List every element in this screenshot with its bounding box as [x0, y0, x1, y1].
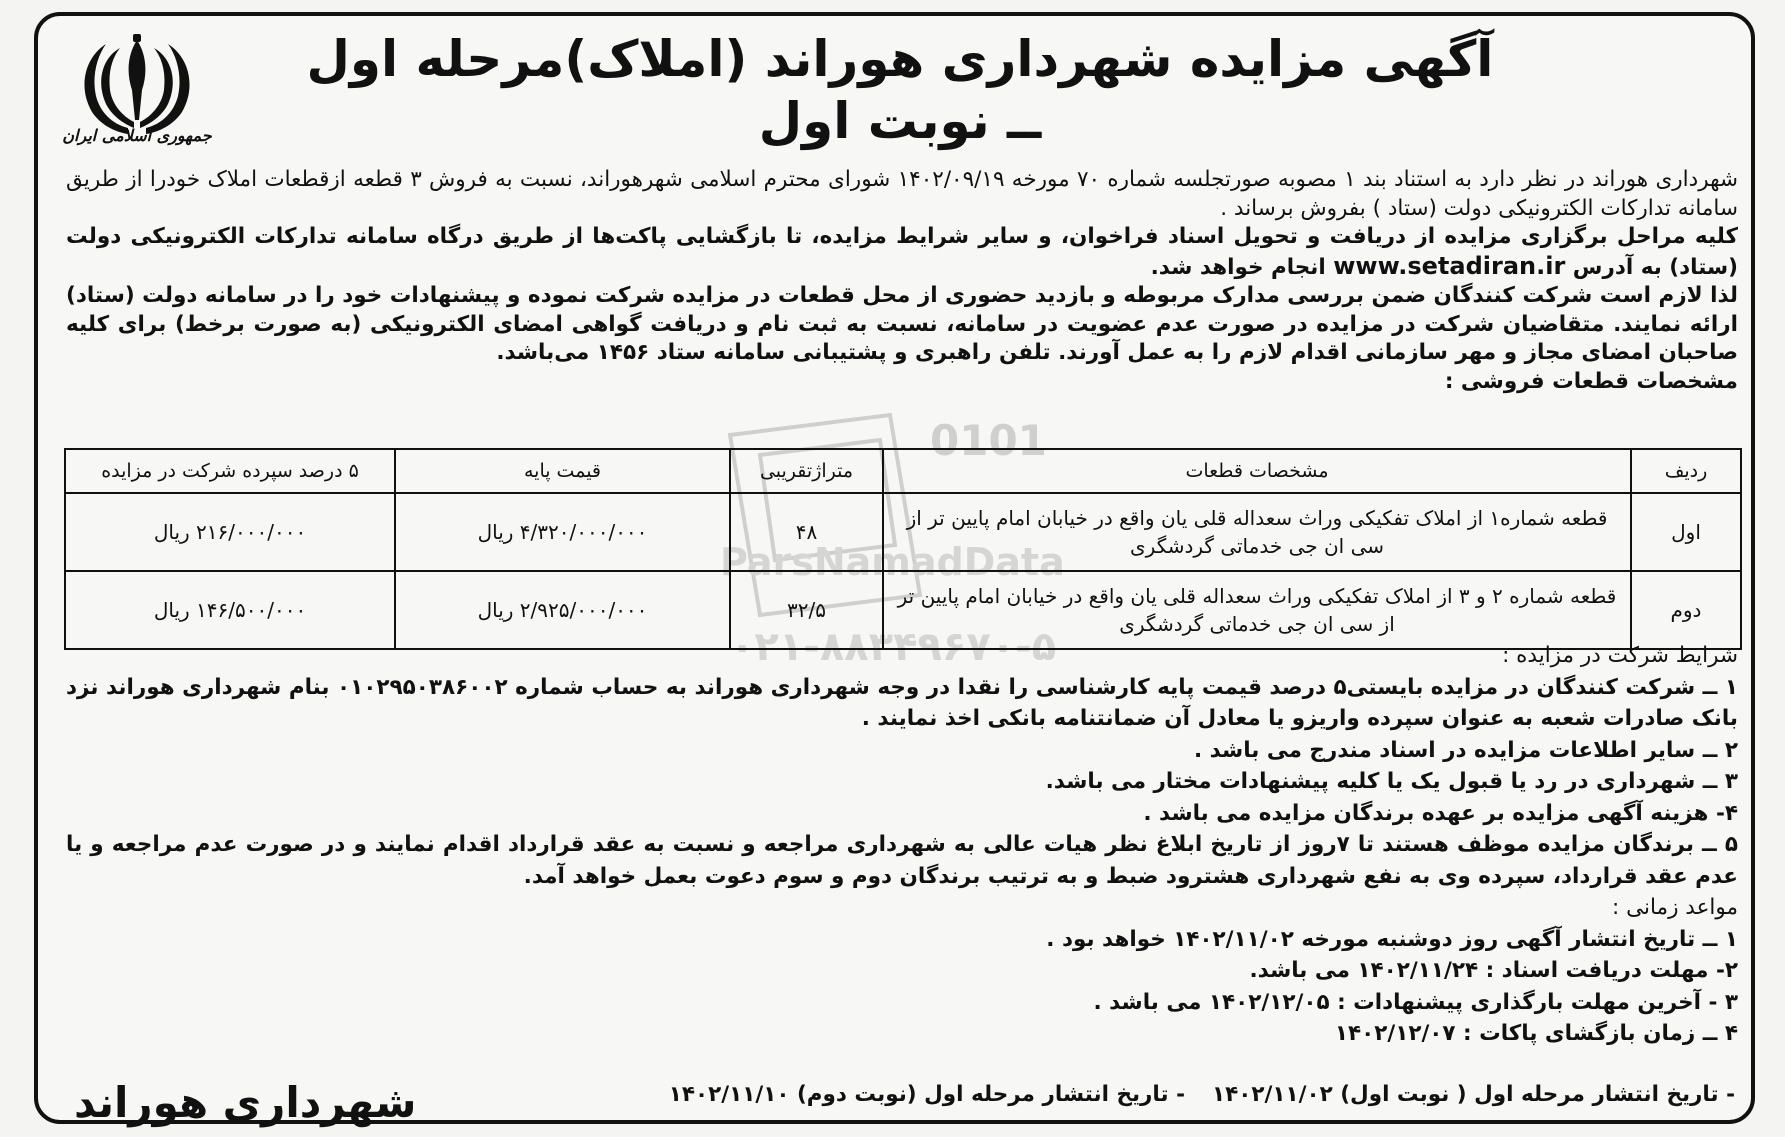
table-row [65, 571, 1741, 649]
municipality-signature: شهرداری هوراند [74, 1078, 417, 1127]
conditions-heading: شرایط شرکت در مزایده : [1502, 643, 1738, 668]
header-description: مشخصات قطعات [883, 449, 1631, 493]
header-base-price: قیمت پایه [395, 449, 730, 493]
schedule-item: ۳ - آخرین مهلت بارگذاری پیشنهادات : ۱۴۰۲/۱۲/۰۵ می باشد . [1093, 989, 1738, 1015]
watermark-code: 0101 [930, 416, 1047, 465]
condition-item: ۱ ــ شرکت کنندگان در مزایده بایستی۵ درصد قیمت پایه کارشناسی را نقدا در وجه شهرداری هوراند به حساب شماره ۰۱۰۲۹۵۰۳۸۶۰۰۲ بنام شهرداری هوراند نزد بانک صادرات شعبه به عنوان سپرده واریزو یا معادل آن ضمانتنامه بانکی اخذ نمایند . [66, 674, 1738, 731]
lot-deposit: ۲۱۶/۰۰۰/۰۰۰ ریال [65, 493, 395, 571]
header-row-number: ردیف [1631, 449, 1741, 493]
setad-url-link[interactable]: www.setadiran.ir [1333, 251, 1566, 280]
schedule-item: ۲- مهلت دریافت اسناد : ۱۴۰۲/۱۱/۲۴ می باشد. [1249, 958, 1738, 983]
intro-paragraph-2-text: کلیه مراحل برگزاری مزایده از دریافت و تحویل اسناد فراخوان، و سایر شرایط مزایده، تا بازگشایی پاکت‌ها از طریق درگاه سامانه تدارکات الکترونیکی دولت (ستاد) به آدرس [66, 224, 1738, 280]
lot-base-price: ۲/۹۲۵/۰۰۰/۰۰۰ ریال [395, 571, 730, 649]
intro-paragraph-1: شهرداری هوراند در نظر دارد به استناد بند ۱ مصوبه صورتجلسه شماره ۷۰ مورخه ۱۴۰۲/۰۹/۱۹ شورای محترم اسلامی شهرهوراند، نسبت به فروش ۳ قطعه ازقطعات املاک خودرا از طریق سامانه تدارکات الکترونیکی دولت (ستاد ) بفروش برساند . [66, 167, 1738, 221]
lot-area: ۴۸ [730, 493, 883, 571]
row-number: دوم [1631, 571, 1741, 649]
publication-second-date: - تاریخ انتشار مرحله اول (نوبت دوم) ۱۴۰۲/۱۱/۱۰ [668, 1082, 1185, 1107]
lots-heading: مشخصات قطعات فروشی : [1444, 368, 1738, 394]
condition-item: ۵ ــ برندگان مزایده موظف هستند تا ۷روز از تاریخ ابلاغ نظر هیات عالی به شهرداری مراجعه و نسبت به عقد قرارداد اقدام نمایند و در صورت عدم مراجعه و یا عدم عقد قرارداد، سپرده وی به نفع شهرداری هشترود ضبط و به ترتیب برندگان دوم و سوم دعوت بعمل خواهد آمد. [66, 832, 1738, 889]
intro-section [66, 166, 1738, 396]
conditions-section [66, 640, 1738, 1050]
condition-item: ۳ ــ شهرداری در رد یا قبول یک یا کلیه پیشنهادات مختار می باشد. [1045, 769, 1738, 794]
table-header-row [65, 449, 1741, 493]
lot-deposit: ۱۴۶/۵۰۰/۰۰۰ ریال [65, 571, 395, 649]
intro-paragraph-2-end: انجام خواهد شد. [1150, 254, 1326, 280]
table-row [65, 493, 1741, 571]
intro-paragraph-3: لذا لازم است شرکت کنندگان ضمن بررسی مدارک مربوطه و بازدید حضوری از محل قطعات در مزایده شرکت نموده و پیشنهادات خود را در سامانه دولت (ستاد) ارائه نمایند. متقاضیان شرکت در مزایده در صورت عدم عضویت در سامانه، نسبت به ثبت نام و دریافت گواهی امضای الکترونیکی (به صورت برخط) برای کلیه صاحبان امضای مجاز و مهر سازمانی اقدام لازم را به عمل آورند. تلفن راهبری و پشتیبانی سامانه ستاد ۱۴۵۶ می‌باشد. [66, 283, 1738, 365]
row-number: اول [1631, 493, 1741, 571]
schedule-heading: مواعد زمانی : [1612, 895, 1738, 920]
lot-description: قطعه شماره ۲ و ۳ از املاک تفکیکی وراث سعداله قلی یان واقع در خیابان امام پایین تر از سی ان جی خدماتی گردشگری [883, 571, 1631, 649]
lot-base-price: ۴/۳۲۰/۰۰۰/۰۰۰ ریال [395, 493, 730, 571]
emblem-caption: جمهوری اسلامی ایران [62, 126, 212, 145]
lots-table [64, 448, 1742, 650]
watermark-brand: ParsNamadData [720, 540, 1065, 584]
schedule-item: ۱ ــ تاریخ انتشار آگهی روز دوشنبه مورخه ۱۴۰۲/۱۱/۰۲ خواهد بود . [1046, 926, 1738, 952]
lot-description: قطعه شماره۱ از املاک تفکیکی وراث سعداله قلی یان واقع در خیابان امام پایین تر از سی ان جی خدماتی گردشگری [883, 493, 1631, 571]
condition-item: ۲ ــ سایر اطلاعات مزایده در اسناد مندرج می باشد . [1193, 737, 1738, 763]
header-area: متراژتقریبی [730, 449, 883, 493]
watermark-phone: ۰۲۱-۸۸۳۴۹۶۷۰-۵ [730, 624, 1057, 670]
header-deposit: ۵ درصد سپرده شرکت در مزایده [65, 449, 395, 493]
schedule-item: ۴ ــ زمان بازگشای پاکات : ۱۴۰۲/۱۲/۰۷ [1334, 1021, 1738, 1046]
page-title: آگهی مزایده شهرداری هوراند (املاک)مرحله اول ــ نوبت اول [306, 30, 1494, 150]
condition-item: ۴- هزینه آگهی مزایده بر عهده برندگان مزایده می باشد . [1143, 800, 1738, 826]
intro-paragraph-2 [66, 223, 1738, 282]
lot-area: ۳۲/۵ [730, 571, 883, 649]
publication-first-date: - تاریخ انتشار مرحله اول ( نوبت اول) ۱۴۰۲/۱۱/۰۲ [1212, 1082, 1735, 1107]
